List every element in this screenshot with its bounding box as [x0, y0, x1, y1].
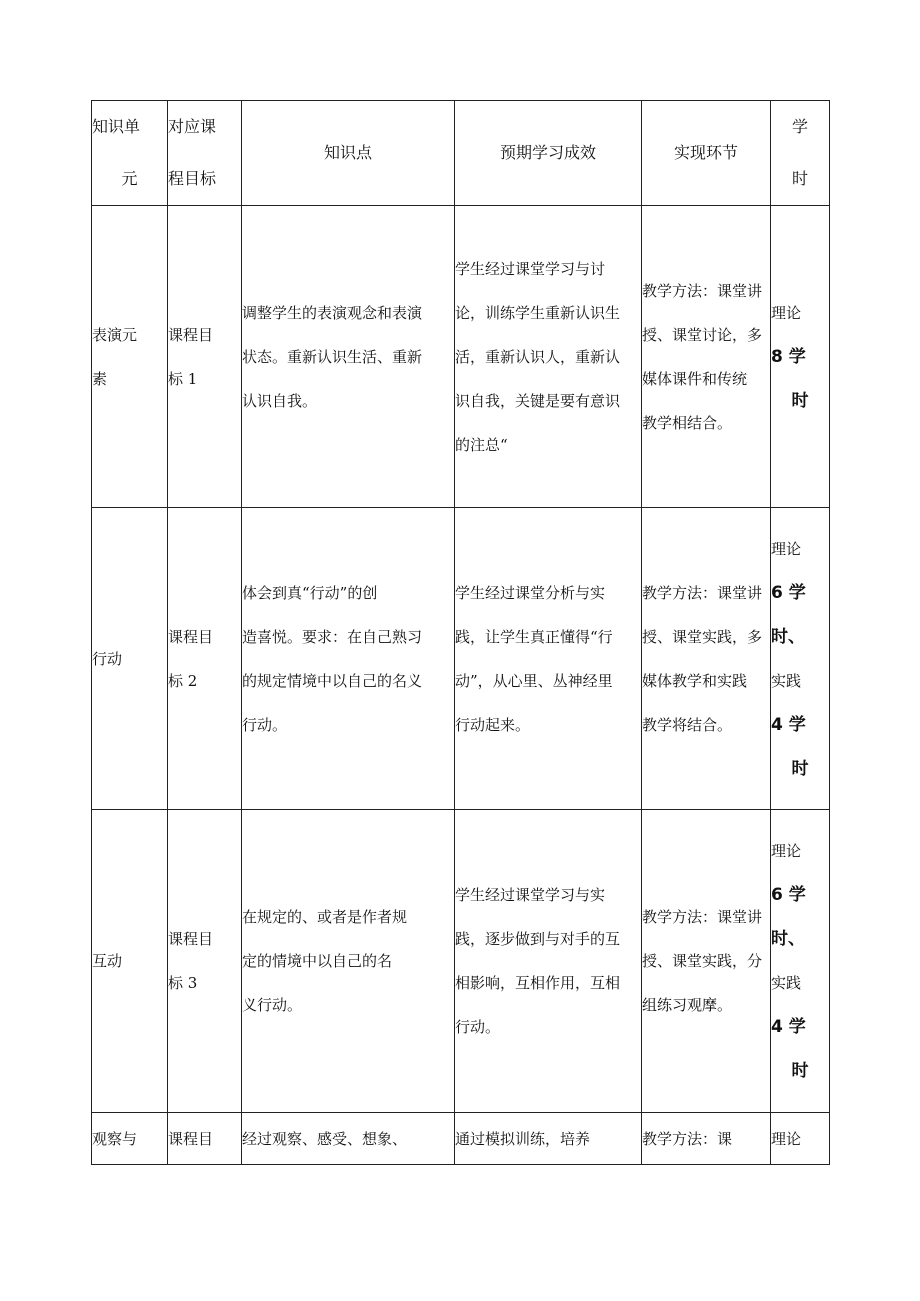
outcome-cell: 通过模拟训练，培养 [455, 1113, 642, 1165]
hours-cell: 理论 [771, 1113, 830, 1165]
outcome-cell: 学生经过课堂分析与实 践，让学生真正懂得“行 动”，从心里、丛神经里 行动起来。 [455, 508, 642, 810]
implementation-cell: 教学方法：课堂讲 授、课堂实践，分 组练习观摩。 [642, 810, 771, 1113]
course-table [91, 100, 830, 1165]
hours-cell: 理论 8 学 时 [771, 206, 830, 508]
point-cell: 体会到真“行动”的创 造喜悦。要求：在自己熟习 的规定情境中以自己的名义 行动。 [242, 508, 455, 810]
header-unit: 知识单 元 [92, 101, 168, 206]
table-row [92, 810, 830, 1113]
table-row [92, 508, 830, 810]
header-outcome: 预期学习成效 [455, 101, 642, 206]
goal-cell: 课程目 标 2 [168, 508, 242, 810]
header-point: 知识点 [242, 101, 455, 206]
point-cell: 调整学生的表演观念和表演 状态。重新认识生活、重新 认识自我。 [242, 206, 455, 508]
unit-cell: 表演元 素 [92, 206, 168, 508]
outcome-cell: 学生经过课堂学习与讨 论，训练学生重新认识生 活，重新认识人，重新认 识自我，关键是要有意识 的注总“ [455, 206, 642, 508]
point-cell: 在规定的、或者是作者规 定的情境中以自己的名 义行动。 [242, 810, 455, 1113]
implementation-cell: 教学方法：课堂讲 授、课堂实践，多 媒体教学和实践 教学将结合。 [642, 508, 771, 810]
implementation-cell: 教学方法：课 [642, 1113, 771, 1165]
goal-cell: 课程目 [168, 1113, 242, 1165]
hours-cell: 理论 6 学 时、 实践 4 学 时 [771, 508, 830, 810]
unit-cell: 观察与 [92, 1113, 168, 1165]
unit-cell: 行动 [92, 508, 168, 810]
point-cell: 经过观察、感受、想象、 [242, 1113, 455, 1165]
implementation-cell: 教学方法：课堂讲 授、课堂讨论，多 媒体课件和传统 教学相结合。 [642, 206, 771, 508]
goal-cell: 课程目 标 3 [168, 810, 242, 1113]
outcome-cell: 学生经过课堂学习与实 践，逐步做到与对手的互 相影响，互相作用，互相 行动。 [455, 810, 642, 1113]
hours-cell: 理论 6 学 时、 实践 4 学 时 [771, 810, 830, 1113]
table-row [92, 1113, 830, 1165]
table-row [92, 206, 830, 508]
header-implementation: 实现环节 [642, 101, 771, 206]
header-row [92, 101, 830, 206]
unit-cell: 互动 [92, 810, 168, 1113]
header-hours: 学 时 [771, 101, 830, 206]
header-goal: 对应课 程目标 [168, 101, 242, 206]
goal-cell: 课程目 标 1 [168, 206, 242, 508]
